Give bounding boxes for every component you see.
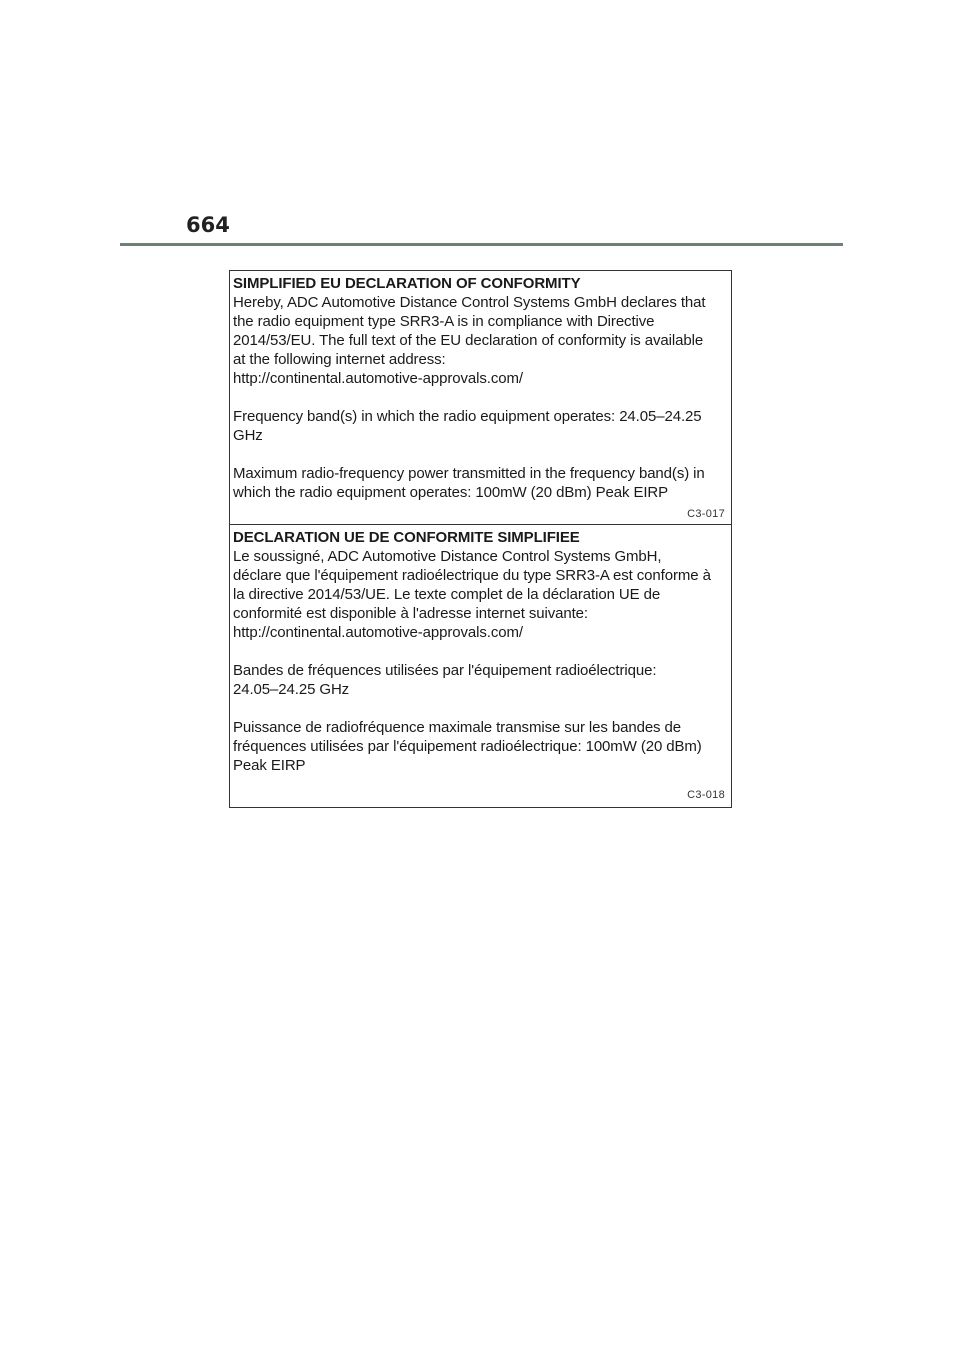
- ue-section-code: C3-018: [687, 789, 725, 801]
- eu-declaration-line: at the following internet address:: [233, 351, 446, 368]
- eu-section-code: C3-017: [687, 508, 725, 520]
- eu-declaration-title: SIMPLIFIED EU DECLARATION OF CONFORMITY: [233, 275, 581, 292]
- ue-power-line: fréquences utilisées par l'équipement radioélectrique: 100mW (20 dBm): [233, 738, 702, 755]
- declaration-box: [229, 270, 732, 808]
- eu-declaration-section: [230, 271, 731, 525]
- ue-declaration-line: déclare que l'équipement radioélectrique du type SRR3-A est conforme à: [233, 567, 711, 584]
- ue-power-line: Peak EIRP: [233, 757, 306, 774]
- ue-declaration-title: DECLARATION UE DE CONFORMITE SIMPLIFIEE: [233, 529, 580, 546]
- ue-declaration-line: conformité est disponible à l'adresse internet suivante:: [233, 605, 588, 622]
- page-number: 664: [186, 213, 230, 237]
- eu-frequency-line: GHz: [233, 427, 263, 444]
- ue-declaration-url: http://continental.automotive-approvals.com/: [233, 624, 523, 641]
- eu-declaration-line: Hereby, ADC Automotive Distance Control Systems GmbH declares that: [233, 294, 706, 311]
- ue-declaration-line: Le soussigné, ADC Automotive Distance Control Systems GmbH,: [233, 548, 662, 565]
- eu-power-line: Maximum radio-frequency power transmitted in the frequency band(s) in: [233, 465, 705, 482]
- eu-declaration-line: the radio equipment type SRR3-A is in compliance with Directive: [233, 313, 655, 330]
- ue-declaration-line: la directive 2014/53/UE. Le texte complet de la déclaration UE de: [233, 586, 661, 603]
- eu-declaration-line: 2014/53/EU. The full text of the EU declaration of conformity is available: [233, 332, 704, 349]
- ue-power-line: Puissance de radiofréquence maximale transmise sur les bandes de: [233, 719, 682, 736]
- eu-frequency-line: Frequency band(s) in which the radio equipment operates: 24.05–24.25: [233, 408, 702, 425]
- eu-declaration-url: http://continental.automotive-approvals.com/: [233, 370, 523, 387]
- ue-declaration-section: [230, 525, 731, 807]
- header-rule: [120, 243, 843, 246]
- eu-power-line: which the radio equipment operates: 100mW (20 dBm) Peak EIRP: [233, 484, 669, 501]
- ue-frequency-line: 24.05–24.25 GHz: [233, 681, 350, 698]
- ue-frequency-line: Bandes de fréquences utilisées par l'équipement radioélectrique:: [233, 662, 657, 679]
